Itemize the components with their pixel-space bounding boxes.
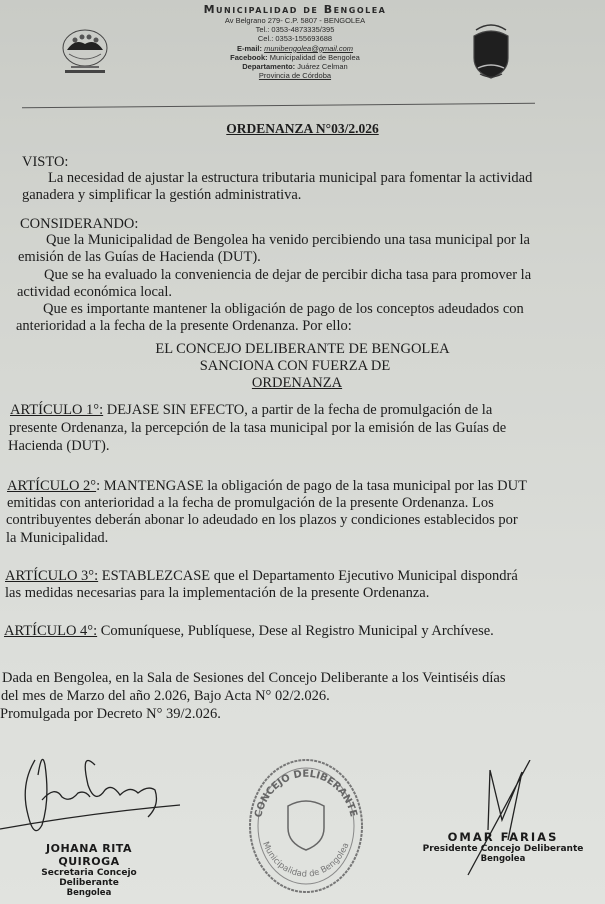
svg-text:Municipalidad de Bengolea [260,840,351,879]
email-label: E-mail: [236,43,262,53]
visto-line-2: ganadera y simplificar la gestión administrativa. [22,187,302,203]
signature-block-left [14,842,164,898]
ordinance-title: ORDENANZA N°03/2.026 [226,121,379,136]
article-3-line-1: ESTABLEZCASE que el Departamento Ejecutivo Municipal dispondrá [98,568,518,584]
address: Av Belgrano 279- C.P. 5807 - BENGOLEA [224,16,366,25]
article-2-label: ARTÍCULO 2° [7,478,97,494]
department-label: Departamento: [242,62,296,72]
stamp-top-text: CONCEJO DELIBERANTE [253,768,359,819]
considerando-line-5: Que es importante mantener la obligación de pago de los conceptos adeudados con [43,301,524,317]
sanction-line-2: SANCIONA CON FUERZA DE [199,358,391,374]
email-link[interactable]: munibengolea@gmail.com [264,43,354,53]
considerando-line-3: Que se ha evaluado la conveniencia de dejar de percibir dicha tasa para promover la [44,267,532,283]
cellphone: Cel.: 0353-155693688 [257,34,333,44]
facebook-label: Facebook: [230,52,268,62]
closing-line-2: del mes de Marzo del año 2.026, Bajo Acta N° 02/2.026. [1,688,330,704]
article-3-label: ARTÍCULO 3°: [5,568,99,584]
signatory-right-role: Presidente Concejo Deliberante [422,844,584,854]
article-2-line-2: emitidas con anterioridad a la fecha de promulgación de la presente Ordenanza. Los [7,495,494,511]
handwritten-signature-left [0,745,190,845]
article-4-line-1: Comuníquese, Publíquese, Dese al Registro Municipal y Archívese. [97,623,494,639]
department-value: Juárez Celman [297,62,348,72]
council-seal-stamp [243,748,369,898]
article-2-line-3: contribuyentes deberán abonar lo adeudado en los plazos y condiciones establecidos por [6,512,518,528]
letterhead [0,0,605,110]
article-2-line-4: la Municipalidad. [6,530,109,546]
letterhead-text [160,3,430,80]
article-1-line-2: presente Ordenanza, la percepción de la tasa municipal por la emisión de las Guías de [9,420,507,436]
sanction-line-1: EL CONCEJO DELIBERANTE DE BENGOLEA [155,341,450,357]
considerando-line-6: anterioridad a la fecha de la presente Ordenanza. Por ello: [16,318,352,334]
shield-emblem-icon [470,22,512,82]
considerando-line-2: emisión de las Guías de Hacienda (DUT). [18,249,261,265]
signatory-right-city: Bengolea [480,854,526,864]
article-4 [4,622,494,640]
letterhead-divider [22,103,535,108]
municipal-coat-of-arms-icon [55,26,115,78]
considerando-heading: CONSIDERANDO: [20,216,139,232]
province: Provincia de Córdoba [258,71,332,81]
visto-line-1: La necesidad de ajustar la estructura tributaria municipal para fomentar la actividad [48,170,533,186]
article-1-line-3: Hacienda (DUT). [8,438,110,454]
article-1-label: ARTÍCULO 1°: [10,402,104,418]
article-1 [10,401,580,419]
article-3-line-2: las medidas necesarias para la implementación de la presente Ordenanza. [5,585,430,601]
signatory-left-name: JOHANA RITA QUIROGA [46,842,132,868]
article-2 [7,477,527,495]
closing-line-3: Promulgada por Decreto N° 39/2.026. [0,706,221,722]
signature-block-right [408,830,598,864]
municipality-name: Municipalidad de Bengolea [203,3,387,16]
phone: Tel.: 0353-4873335/395 [255,25,335,35]
closing-line-1: Dada en Bengolea, en la Sala de Sesiones del Concejo Deliberante a los Veintiséis días [2,670,506,686]
considerando-line-4: actividad económica local. [17,284,172,300]
sanction-line-3: ORDENANZA [251,375,343,391]
article-4-label: ARTÍCULO 4°: [4,623,98,639]
signatory-left-city: Bengolea [66,888,112,898]
signatory-right-name: OMAR FARIAS [447,830,559,844]
signatory-left-role: Secretaria Concejo Deliberante [41,868,137,888]
considerando-line-1: Que la Municipalidad de Bengolea ha venido percibiendo una tasa municipal por la [46,232,530,248]
visto-heading: VISTO: [22,154,69,170]
stamp-bottom-text: Municipalidad de Bengolea [260,840,352,880]
article-3 [5,567,518,585]
facebook-value: Municipalidad de Bengolea [269,52,360,62]
article-1-line-1: DEJASE SIN EFECTO, a partir de la fecha de promulgación de la [103,402,493,418]
article-2-line-1: : MANTENGASE la obligación de pago de la tasa municipal por las DUT [96,478,527,494]
